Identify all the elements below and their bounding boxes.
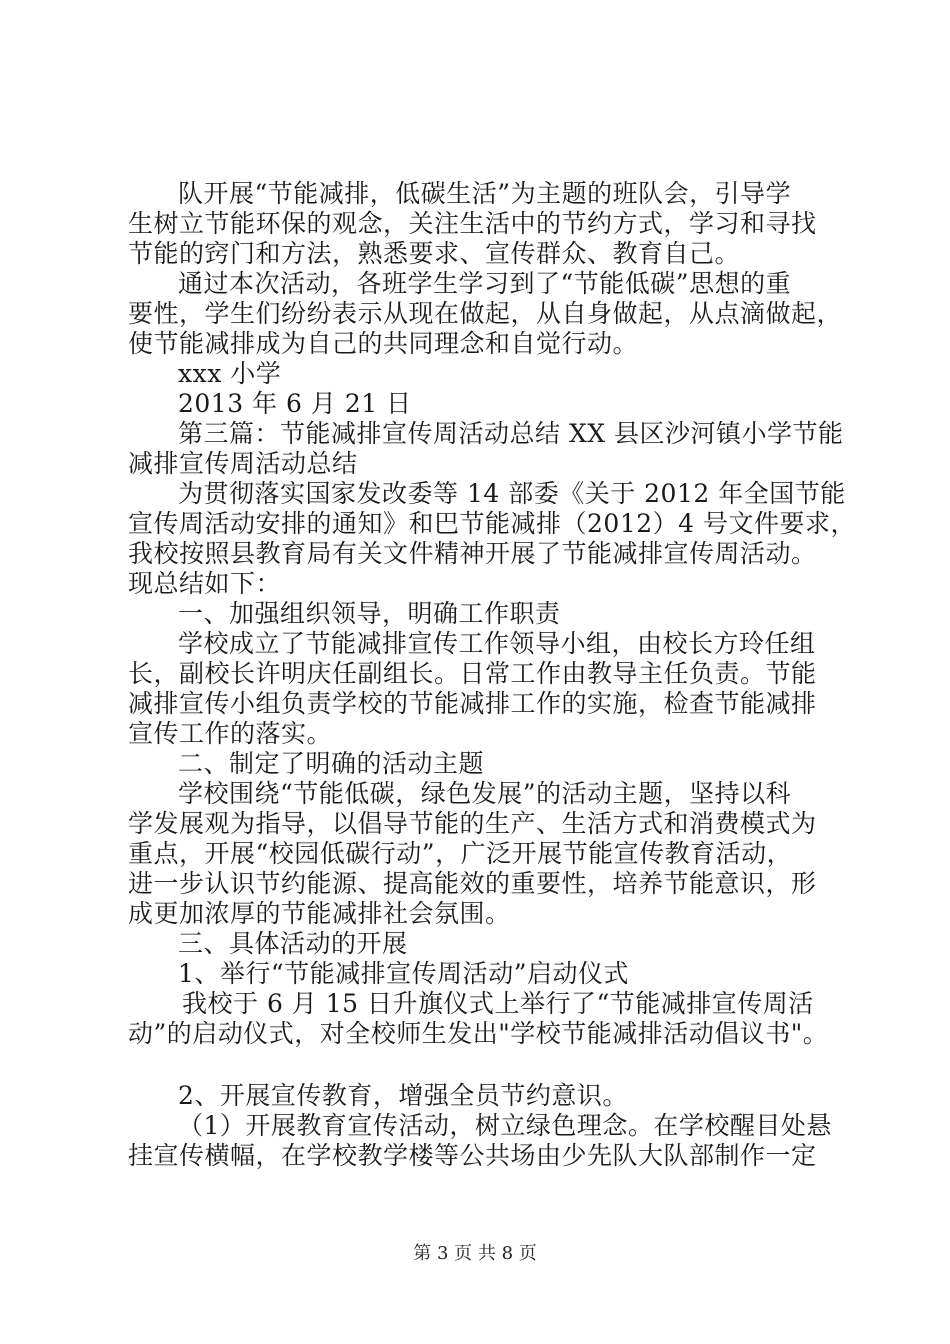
section-heading: 第三篇：节能减排宣传周活动总结 XX 县区沙河镇小学节能	[178, 419, 844, 448]
subheading-2: 二、制定了明确的活动主题	[178, 749, 485, 778]
text-line: 宣传周活动安排的通知》和巴节能减排（2012）4 号文件要求，	[128, 509, 856, 538]
text-line: 挂宣传横幅，在学校教学楼等公共场由少先队大队部制作一定	[128, 1141, 817, 1170]
text-line: 生树立节能环保的观念，关注生活中的节约方式，学习和寻找	[128, 209, 817, 238]
text-line: 宣传工作的落实。	[128, 719, 333, 748]
text-line: 通过本次活动，各班学生学习到了“节能低碳”思想的重	[178, 269, 792, 298]
text-line: 减排宣传小组负责学校的节能减排工作的实施，检查节能减排	[128, 689, 817, 718]
section-heading-cont: 减排宣传周活动总结	[128, 449, 358, 478]
text-line: 现总结如下：	[128, 569, 282, 598]
text-line: 长，副校长许明庆任副组长。日常工作由教导主任负责。节能	[128, 659, 817, 688]
page-number: 第 3 页 共 8 页	[413, 1243, 537, 1264]
text-line: 重点，开展“校园低碳行动”，广泛开展节能宣传教育活动，	[128, 839, 793, 868]
subheading-1: 一、加强组织领导，明确工作职责	[178, 599, 561, 628]
signature-school: xxx 小学	[178, 359, 282, 388]
text-line: 学发展观为指导，以倡导节能的生产、生活方式和消费模式为	[128, 809, 817, 838]
subheading-3-1: 1、举行“节能减排宣传周活动”启动仪式	[178, 959, 629, 988]
paragraph-gap	[128, 1049, 838, 1081]
document-body	[128, 179, 856, 1171]
text-line: 要性，学生们纷纷表示从现在做起，从自身做起，从点滴做起，	[128, 299, 843, 328]
subheading-3-2: 2、开展宣传教育，增强全员节约意识。	[178, 1081, 628, 1110]
text-line: 学校围绕“节能低碳，绿色发展”的活动主题，坚持以科	[178, 779, 792, 808]
text-line: 节能的窍门和方法，熟悉要求、宣传群众、教育自己。	[128, 239, 741, 268]
text-line: 我校于 6 月 15 日升旗仪式上举行了“节能减排宣传周活	[182, 989, 814, 1018]
text-line: 成更加浓厚的节能减排社会氛围。	[128, 899, 511, 928]
text-line: 学校成立了节能减排宣传工作领导小组，由校长方玲任组	[178, 629, 816, 658]
text-line: 队开展“节能减排，低碳生活”为主题的班队会，引导学	[178, 179, 792, 208]
text-line: 我校按照县教育局有关文件精神开展了节能减排宣传周活动。	[128, 539, 817, 568]
subheading-3: 三、具体活动的开展	[178, 929, 408, 958]
text-line: 为贯彻落实国家发改委等 14 部委《关于 2012 年全国节能	[178, 479, 846, 508]
text-line: 使节能减排成为自己的共同理念和自觉行动。	[128, 329, 639, 358]
text-line: 进一步认识节约能源、提高能效的重要性，培养节能意识，形	[128, 869, 817, 898]
signature-date: 2013 年 6 月 21 日	[178, 389, 412, 418]
text-line: （1）开展教育宣传活动，树立绿色理念。在学校醒目处悬	[178, 1111, 832, 1140]
text-line: 动”的启动仪式，对全校师生发出"学校节能减排活动倡议书"。	[128, 1019, 829, 1048]
